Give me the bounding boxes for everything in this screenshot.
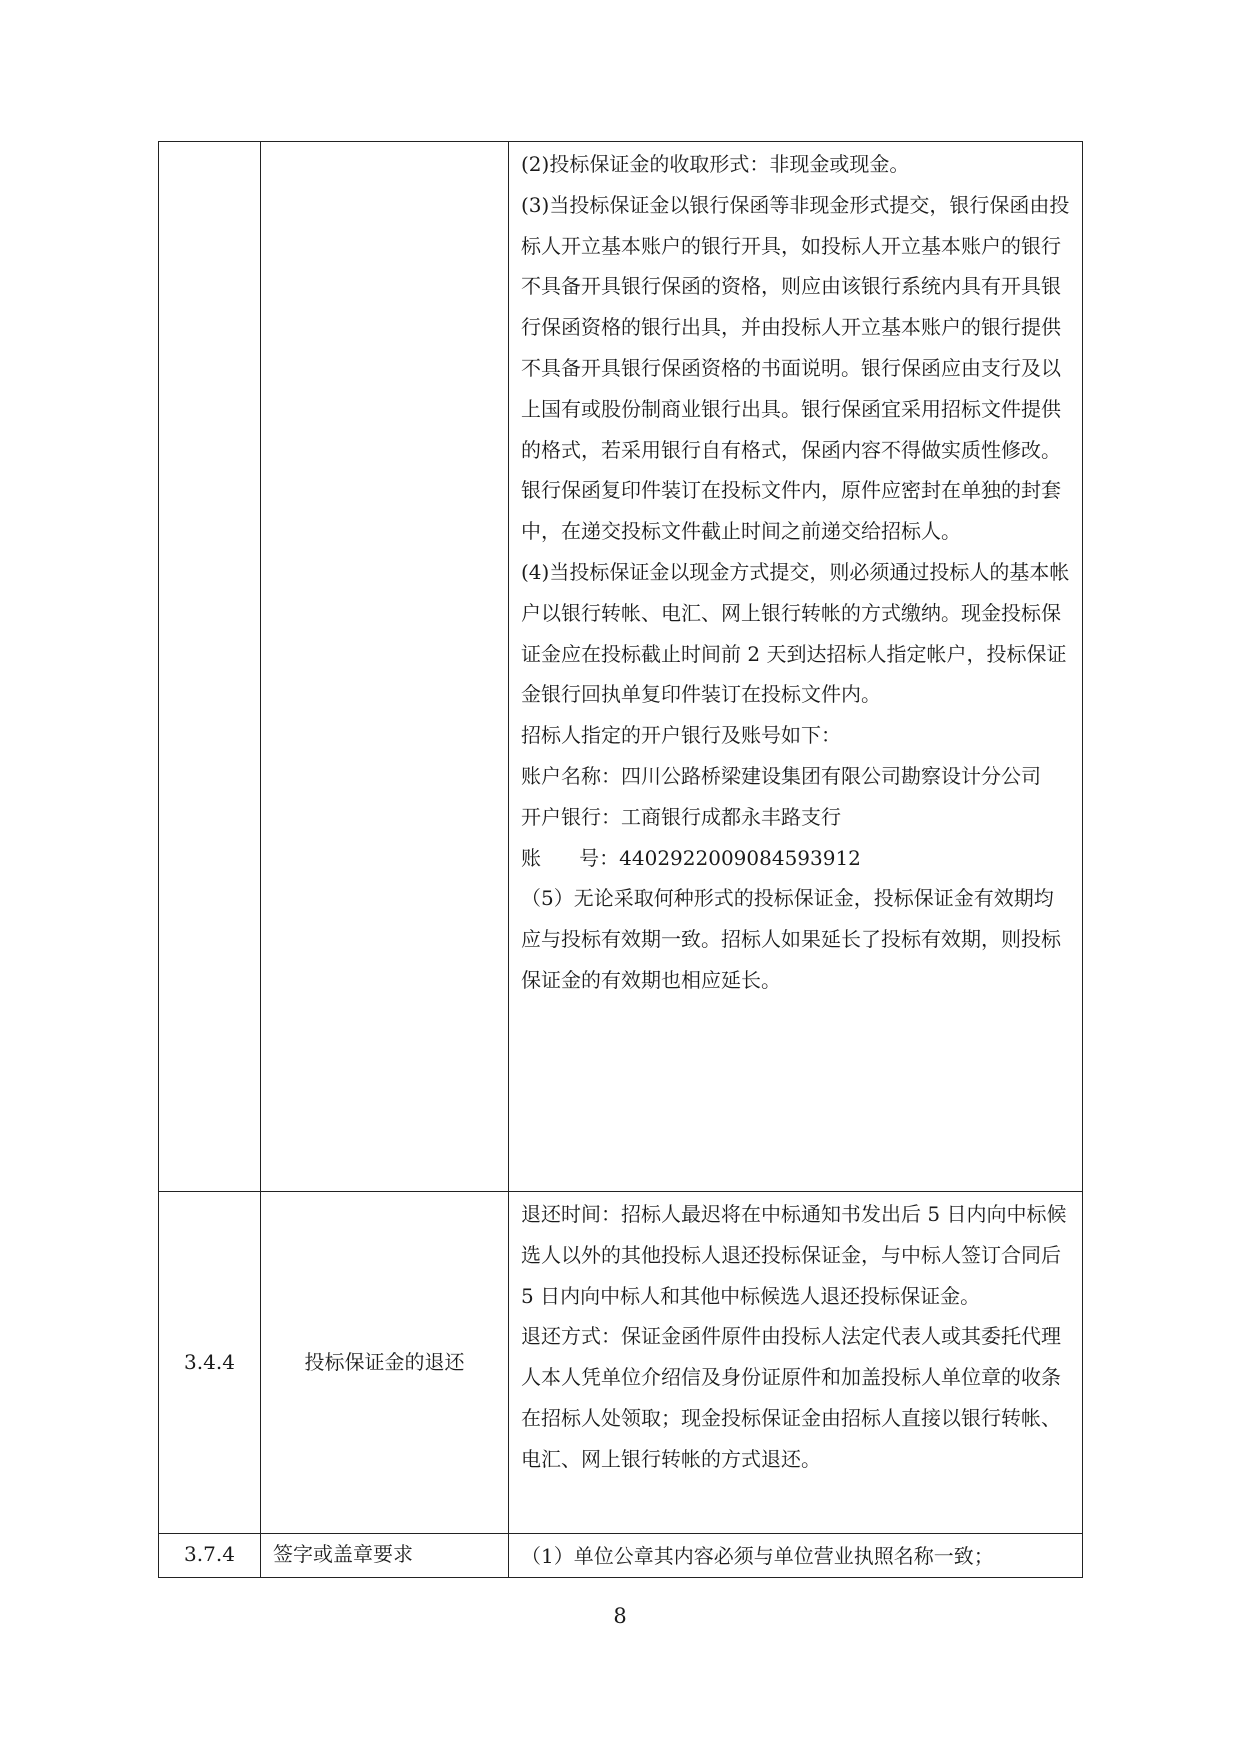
deposit-form-paragraph: (2)投标保证金的收取形式：非现金或现金。 — [521, 152, 910, 176]
cash-deposit-paragraph: (4)当投标保证金以现金方式提交，则必须通过投标人的基本帐户以银行转帐、电汇、网上银行转帐的方式缴纳。现金投标保证金应在投标截止时间前 2 天到达招标人指定帐户，投标保证金银行回执单复印件装订在投标文件内。 — [521, 559, 1070, 707]
clause-number-cell: 3.7.4 — [159, 1534, 261, 1578]
clause-content-cell — [509, 1192, 1083, 1534]
refund-time-paragraph: 退还时间：招标人最迟将在中标通知书发出后 5 日内向中标候选人以外的其他投标人退还投标保证金，与中标人签订合同后 5 日内向中标人和其他中标候选人退还投标保证金。 — [521, 1202, 1067, 1308]
validity-paragraph: （5）无论采取何种形式的投标保证金，投标保证金有效期均应与投标有效期一致。招标人如果延长了投标有效期，则投标保证金的有效期也相应延长。 — [521, 886, 1061, 992]
designated-bank-intro: 招标人指定的开户银行及账号如下： — [521, 723, 841, 748]
clause-number-cell: 3.4.4 — [159, 1192, 261, 1534]
clause-content-cell — [509, 142, 1083, 1192]
page-number: 8 — [613, 1604, 627, 1628]
account-number-line: 账 号：4402922009084593912 — [521, 845, 861, 870]
table-row — [159, 1192, 1083, 1534]
bank-name-line: 开户银行：工商银行成都永丰路支行 — [521, 804, 841, 829]
clause-number-cell — [159, 142, 261, 1192]
table-row — [159, 1534, 1083, 1578]
bank-guarantee-paragraph: (3)当投标保证金以银行保函等非现金形式提交，银行保函由投标人开立基本账户的银行开具，如投标人开立基本账户的银行不具备开具银行保函的资格，则应由该银行系统内具有开具银行保函资格的银行出具，并由投标人开立基本账户的银行提供不具备开具银行保函资格的书面说明。银行保函应由支行及以上国有或股份制商业银行出具。银行保函宜采用招标文件提供的格式，若采用银行自有格式，保函内容不得做实质性修改。银行保函复印件装订在投标文件内，原件应密封在单独的封套中，在递交投标文件截止时间之前递交给招标人。 — [521, 192, 1070, 544]
seal-requirement-paragraph: （1）单位公章其内容必须与单位营业执照名称一致； — [521, 1544, 994, 1568]
clause-content-cell — [509, 1534, 1083, 1578]
table-row — [159, 142, 1083, 1192]
clause-item-cell — [261, 142, 509, 1192]
refund-method-paragraph: 退还方式：保证金函件原件由投标人法定代表人或其委托代理人本人凭单位介绍信及身份证原件和加盖投标人单位章的收条在招标人处领取；现金投标保证金由招标人直接以银行转帐、电汇、网上银行转帐的方式退还。 — [521, 1324, 1061, 1471]
tender-requirements-table — [158, 141, 1083, 1578]
clause-item-cell: 签字或盖章要求 — [261, 1534, 509, 1578]
clause-item-cell: 投标保证金的退还 — [261, 1192, 509, 1534]
account-name-line: 账户名称：四川公路桥梁建设集团有限公司勘察设计分公司 — [521, 763, 1041, 788]
